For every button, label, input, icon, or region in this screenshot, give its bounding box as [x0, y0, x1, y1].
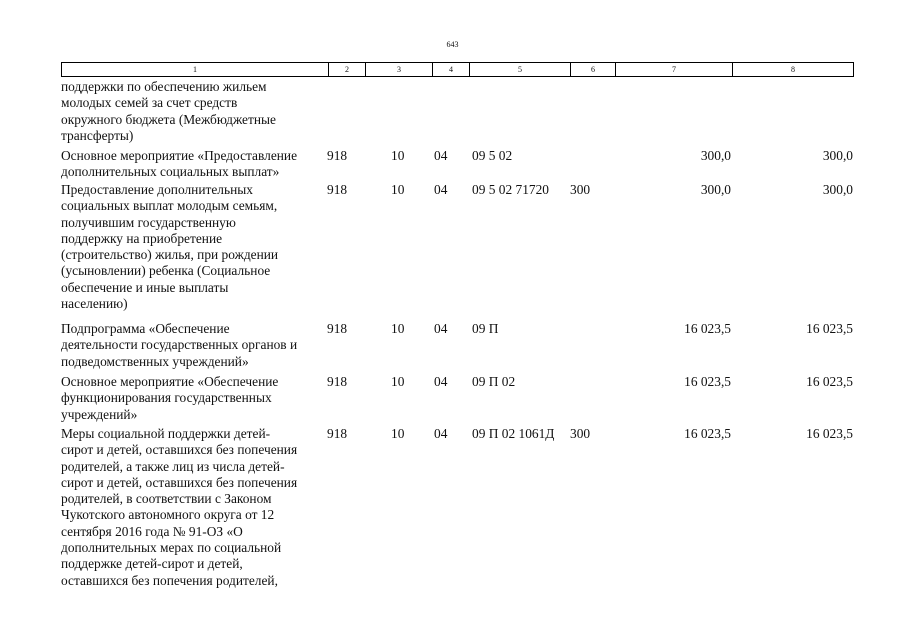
header-col-2: 2	[345, 65, 349, 74]
row-section: 10	[391, 374, 405, 389]
row-admin-code: 918	[327, 426, 348, 441]
row-amount-col7: 300,0	[700, 148, 731, 163]
row-description: Предоставление дополнительных социальных выплат молодым семьям, получившим государственную поддержку на приобретение (строительство) жилья, при рождении (усыновлении) ребенка (Социальное обеспечение и иные выплаты населению)	[61, 182, 279, 312]
header-col-6: 6	[591, 65, 595, 74]
row-subsection: 04	[434, 321, 448, 336]
table-header	[61, 62, 854, 77]
row-description: Подпрограмма «Обеспечение деятельности государственных органов и подведомственных учреждений»	[61, 321, 298, 369]
page-number: 643	[446, 40, 459, 49]
row-section: 10	[391, 321, 405, 336]
row-section: 10	[391, 148, 405, 163]
header-col-5: 5	[518, 65, 522, 74]
header-col-1: 1	[193, 65, 197, 74]
row-amount-col8: 16 023,5	[806, 321, 853, 336]
row-amount-col8: 16 023,5	[806, 374, 853, 389]
header-col-4: 4	[449, 65, 453, 74]
row-amount-col7: 16 023,5	[684, 426, 731, 441]
row-amount-col7: 16 023,5	[684, 374, 731, 389]
row-description: Основное мероприятие «Предоставление дополнительных социальных выплат»	[61, 148, 298, 180]
row-target-code: 09 П 02 1061Д	[472, 426, 555, 441]
header-col-3: 3	[397, 65, 401, 74]
row-expense-type: 300	[570, 182, 591, 197]
row-subsection: 04	[434, 182, 448, 197]
row-target-code: 09 5 02	[472, 148, 513, 163]
row-admin-code: 918	[327, 148, 348, 163]
row-section: 10	[391, 426, 405, 441]
row-expense-type: 300	[570, 426, 591, 441]
row-description: Основное мероприятие «Обеспечение функционирования государственных учреждений»	[61, 374, 279, 422]
row-target-code: 09 5 02 71720	[472, 182, 549, 197]
row-subsection: 04	[434, 374, 448, 389]
row-admin-code: 918	[327, 321, 348, 336]
row-description: Меры социальной поддержки детей- сирот и детей, оставшихся без попечения родителей, а также лиц из числа детей- сирот и детей, оставшихся без попечения родителей, в соответствии с Законом Чукотского автономного округа от 12 сентября 2016 года № 91-ОЗ «О дополнительных мерах по социальной поддержке детей-сирот и детей, оставшихся без попечения родителей,	[61, 426, 298, 588]
header-col-7: 7	[672, 65, 676, 74]
row-amount-col8: 16 023,5	[806, 426, 853, 441]
row-section: 10	[391, 182, 405, 197]
header-col-8: 8	[791, 65, 795, 74]
row-subsection: 04	[434, 426, 448, 441]
row-subsection: 04	[434, 148, 448, 163]
row-amount-col8: 300,0	[822, 148, 853, 163]
row-target-code: 09 П	[472, 321, 499, 336]
row-amount-col7: 300,0	[700, 182, 731, 197]
row-amount-col7: 16 023,5	[684, 321, 731, 336]
row-description: поддержки по обеспечению жильем молодых семей за счет средств окружного бюджета (Межбюджетные трансферты)	[61, 79, 276, 143]
row-amount-col8: 300,0	[822, 182, 853, 197]
row-admin-code: 918	[327, 182, 348, 197]
row-target-code: 09 П 02	[472, 374, 516, 389]
row-admin-code: 918	[327, 374, 348, 389]
